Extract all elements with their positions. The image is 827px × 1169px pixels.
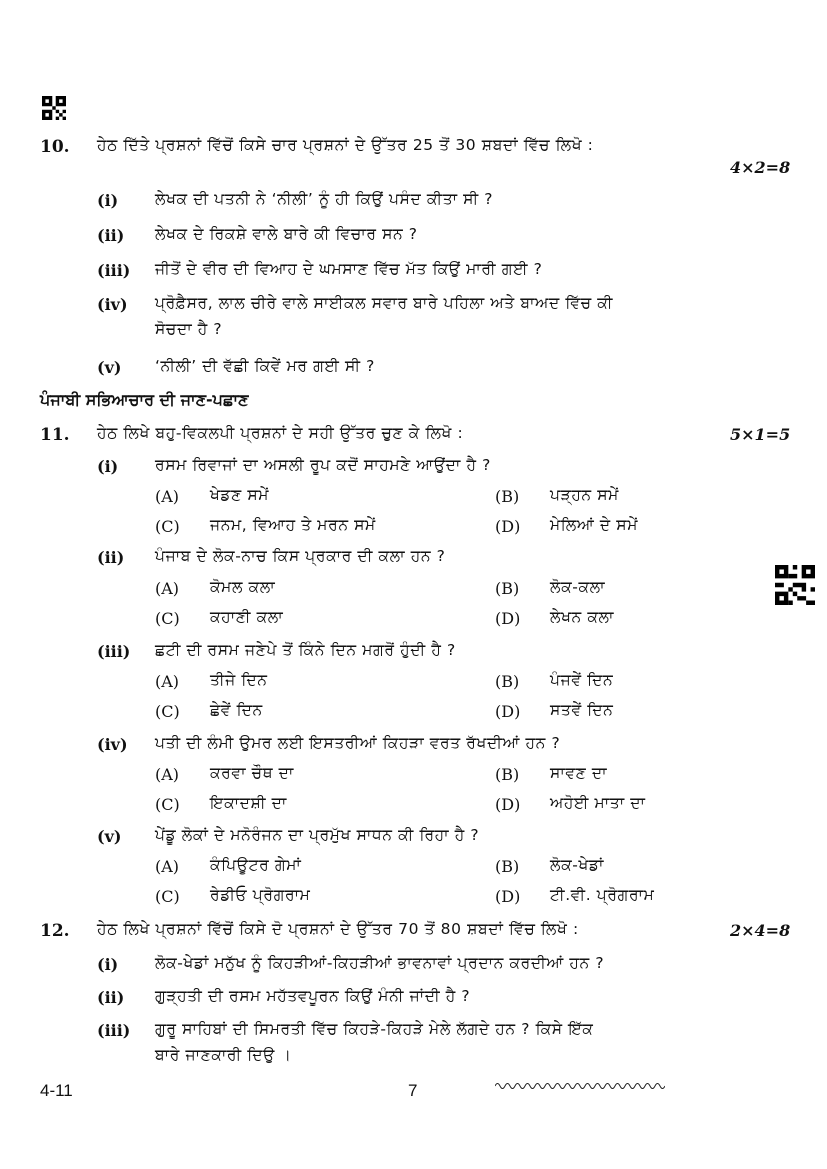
option-label: (C): [155, 517, 180, 536]
q11-marks: 5×1=5: [730, 425, 791, 444]
q10-item-label: (i): [97, 191, 119, 210]
q12-item-label: (i): [97, 955, 119, 974]
q12-item-text: ਗੁਰੂ ਸਾਹਿਬਾਂ ਦੀ ਸਿਮਰਤੀ ਵਿੱਚ ਕਿਹੜੇ-ਕਿਹੜੇ ਮੇਲੇ ਲੱਗਦੇ ਹਨ ? ਕਿਸੇ ਇੱਕ: [155, 1020, 594, 1038]
option-text: ਲੇਖਨ ਕਲਾ: [550, 608, 615, 626]
q10-item-label: (iii): [97, 261, 131, 280]
q10-item-text: ਪ੍ਰੋਫ਼ੈਸਰ, ਲਾਲ ਚੀਰੇ ਵਾਲੇ ਸਾਈਕਲ ਸਵਾਰ ਬਾਰੇ ਪਹਿਲਾ ਅਤੇ ਬਾਅਦ ਵਿੱਚ ਕੀ: [155, 294, 614, 312]
option-label: (D): [495, 795, 521, 814]
option-text: ਛੇਵੇਂ ਦਿਨ: [210, 701, 263, 719]
option-text: ਲੋਕ-ਕਲਾ: [550, 578, 606, 596]
option-text: ਤੀਜੇ ਦਿਨ: [210, 671, 268, 689]
option-text: ਮੇਲਿਆਂ ਦੇ ਸਮੇਂ: [550, 516, 639, 534]
q11-item-text: ਪੇਂਡੂ ਲੋਕਾਂ ਦੇ ਮਨੋਰੰਜਨ ਦਾ ਪ੍ਰਮੁੱਖ ਸਾਧਨ ਕੀ ਰਿਹਾ ਹੈ ?: [155, 826, 480, 844]
decorative-squiggle: [495, 1080, 665, 1092]
qr-code-side: [775, 565, 815, 605]
q11-item-label: (ii): [97, 548, 125, 567]
q10-item-text: ਲੇਖਕ ਦੀ ਪਤਨੀ ਨੇ ‘ਨੀਲੀ’ ਨੂੰ ਹੀ ਕਿਉਂ ਪਸੰਦ ਕੀਤਾ ਸੀ ?: [155, 190, 494, 208]
option-text: ਕਰਵਾ ਚੌਥ ਦਾ: [210, 764, 294, 782]
option-label: (B): [495, 672, 520, 691]
option-text: ਰੇਡੀਓ ਪ੍ਰੋਗਰਾਮ: [210, 886, 311, 904]
option-label: (D): [495, 702, 521, 721]
q10-item-label: (ii): [97, 226, 125, 245]
option-label: (A): [155, 672, 180, 691]
option-text: ਟੀ.ਵੀ. ਪ੍ਰੋਗਰਾਮ: [550, 886, 655, 904]
q11-item-label: (iii): [97, 642, 131, 661]
q10-item-label: (v): [97, 358, 122, 377]
option-label: (C): [155, 609, 180, 628]
option-label: (B): [495, 579, 520, 598]
q12-item-text: ਗੁੜ੍ਹਤੀ ਦੀ ਰਸਮ ਮਹੱਤਵਪੂਰਨ ਕਿਉਂ ਮੰਨੀ ਜਾਂਦੀ ਹੈ ?: [155, 987, 471, 1005]
option-label: (B): [495, 765, 520, 784]
q11-item-text: ਰਸਮ ਰਿਵਾਜਾਂ ਦਾ ਅਸਲੀ ਰੂਪ ਕਦੋਂ ਸਾਹਮਣੇ ਆਉਂਦਾ ਹੈ ?: [155, 456, 491, 474]
option-text: ਸਤਵੇਂ ਦਿਨ: [550, 701, 614, 719]
q12-item-label: (iii): [97, 1021, 131, 1040]
option-text: ਖੇਡਣ ਸਮੇਂ: [210, 486, 270, 504]
q10-item-text: ਲੇਖਕ ਦੇ ਰਿਕਸ਼ੇ ਵਾਲੇ ਬਾਰੇ ਕੀ ਵਿਚਾਰ ਸਨ ?: [155, 225, 418, 243]
q11-item-label: (i): [97, 457, 119, 476]
option-text: ਪੰਜਵੇਂ ਦਿਨ: [550, 671, 614, 689]
option-label: (C): [155, 887, 180, 906]
option-label: (D): [495, 887, 521, 906]
option-label: (A): [155, 579, 180, 598]
option-label: (A): [155, 857, 180, 876]
q10-instruction: ਹੇਠ ਦਿੱਤੇ ਪ੍ਰਸ਼ਨਾਂ ਵਿੱਚੋਂ ਕਿਸੇ ਚਾਰ ਪ੍ਰਸ਼ਨਾਂ ਦੇ ਉੱਤਰ 25 ਤੋਂ 30 ਸ਼ਬਦਾਂ ਵਿੱਚ ਲਿਖੋ :: [97, 136, 594, 154]
q11-item-text: ਪੰਜਾਬ ਦੇ ਲੋਕ-ਨਾਚ ਕਿਸ ਪ੍ਰਕਾਰ ਦੀ ਕਲਾ ਹਨ ?: [155, 547, 446, 565]
q11-item-label: (v): [97, 827, 122, 846]
q10-item-label: (iv): [97, 295, 128, 314]
option-text: ਕੋਮਲ ਕਲਾ: [210, 578, 276, 596]
section-heading: ਪੰਜਾਬੀ ਸਭਿਆਚਾਰ ਦੀ ਜਾਣ-ਪਛਾਣ: [40, 390, 249, 409]
option-label: (C): [155, 795, 180, 814]
q12-item-text-cont: ਬਾਰੇ ਜਾਣਕਾਰੀ ਦਿਉ ।: [155, 1046, 292, 1064]
option-text: ਪੜ੍ਹਨ ਸਮੇਂ: [550, 486, 619, 504]
q11-item-label: (iv): [97, 735, 128, 754]
option-label: (C): [155, 702, 180, 721]
qr-code-top: [42, 96, 66, 120]
option-label: (A): [155, 765, 180, 784]
q12-item-label: (ii): [97, 988, 125, 1007]
page-number: 7: [408, 1081, 418, 1100]
option-text: ਕੰਪਿਊਟਰ ਗੇਮਾਂ: [210, 856, 302, 874]
q12-instruction: ਹੇਠ ਲਿਖੇ ਪ੍ਰਸ਼ਨਾਂ ਵਿੱਚੋਂ ਕਿਸੇ ਦੋ ਪ੍ਰਸ਼ਨਾਂ ਦੇ ਉੱਤਰ 70 ਤੋਂ 80 ਸ਼ਬਦਾਂ ਵਿੱਚ ਲਿਖੋ :: [97, 920, 579, 938]
q10-item-text: ‘ਨੀਲੀ’ ਦੀ ਵੱਛੀ ਕਿਵੇਂ ਮਰ ਗਈ ਸੀ ?: [155, 357, 375, 375]
q10-item-text: ਜੀਤੋਂ ਦੇ ਵੀਰ ਦੀ ਵਿਆਹ ਦੇ ਘਮਸਾਣ ਵਿੱਚ ਮੱਤ ਕਿਉਂ ਮਾਰੀ ਗਈ ?: [155, 260, 543, 278]
q10-number: 10.: [40, 137, 70, 157]
option-label: (A): [155, 487, 180, 506]
option-text: ਇਕਾਦਸ਼ੀ ਦਾ: [210, 794, 287, 812]
q10-marks: 4×2=8: [730, 158, 791, 177]
q11-item-text: ਪਤੀ ਦੀ ਲੰਮੀ ਉਮਰ ਲਈ ਇਸਤਰੀਆਂ ਕਿਹੜਾ ਵਰਤ ਰੱਖਦੀਆਂ ਹਨ ?: [155, 734, 561, 752]
q12-item-text: ਲੋਕ-ਖੇਡਾਂ ਮਨੁੱਖ ਨੂੰ ਕਿਹੜੀਆਂ-ਕਿਹੜੀਆਂ ਭਾਵਨਾਵਾਂ ਪ੍ਰਦਾਨ ਕਰਦੀਆਂ ਹਨ ?: [155, 954, 605, 972]
option-text: ਜਨਮ, ਵਿਆਹ ਤੇ ਮਰਨ ਸਮੇਂ: [210, 516, 376, 534]
q12-marks: 2×4=8: [730, 921, 791, 940]
option-label: (D): [495, 609, 521, 628]
q11-number: 11.: [40, 425, 70, 445]
q11-item-text: ਛਟੀ ਦੀ ਰਸਮ ਜਣੇਪੇ ਤੋਂ ਕਿੰਨੇ ਦਿਨ ਮਗਰੋਂ ਹੁੰਦੀ ਹੈ ?: [155, 641, 456, 659]
option-text: ਕਹਾਣੀ ਕਲਾ: [210, 608, 284, 626]
option-label: (B): [495, 487, 520, 506]
option-text: ਸਾਵਣ ਦਾ: [550, 764, 608, 782]
q11-instruction: ਹੇਠ ਲਿਖੇ ਬਹੁ-ਵਿਕਲਪੀ ਪ੍ਰਸ਼ਨਾਂ ਦੇ ਸਹੀ ਉੱਤਰ ਚੁਣ ਕੇ ਲਿਖੋ :: [97, 424, 464, 442]
option-label: (D): [495, 517, 521, 536]
option-text: ਅਹੋਈ ਮਾਤਾ ਦਾ: [550, 794, 646, 812]
option-text: ਲੋਕ-ਖੇਡਾਂ: [550, 856, 604, 874]
option-label: (B): [495, 857, 520, 876]
footer-code: 4-11: [40, 1081, 73, 1100]
q10-item-text-cont: ਸੋਚਦਾ ਹੈ ?: [155, 320, 223, 338]
q12-number: 12.: [40, 921, 70, 941]
